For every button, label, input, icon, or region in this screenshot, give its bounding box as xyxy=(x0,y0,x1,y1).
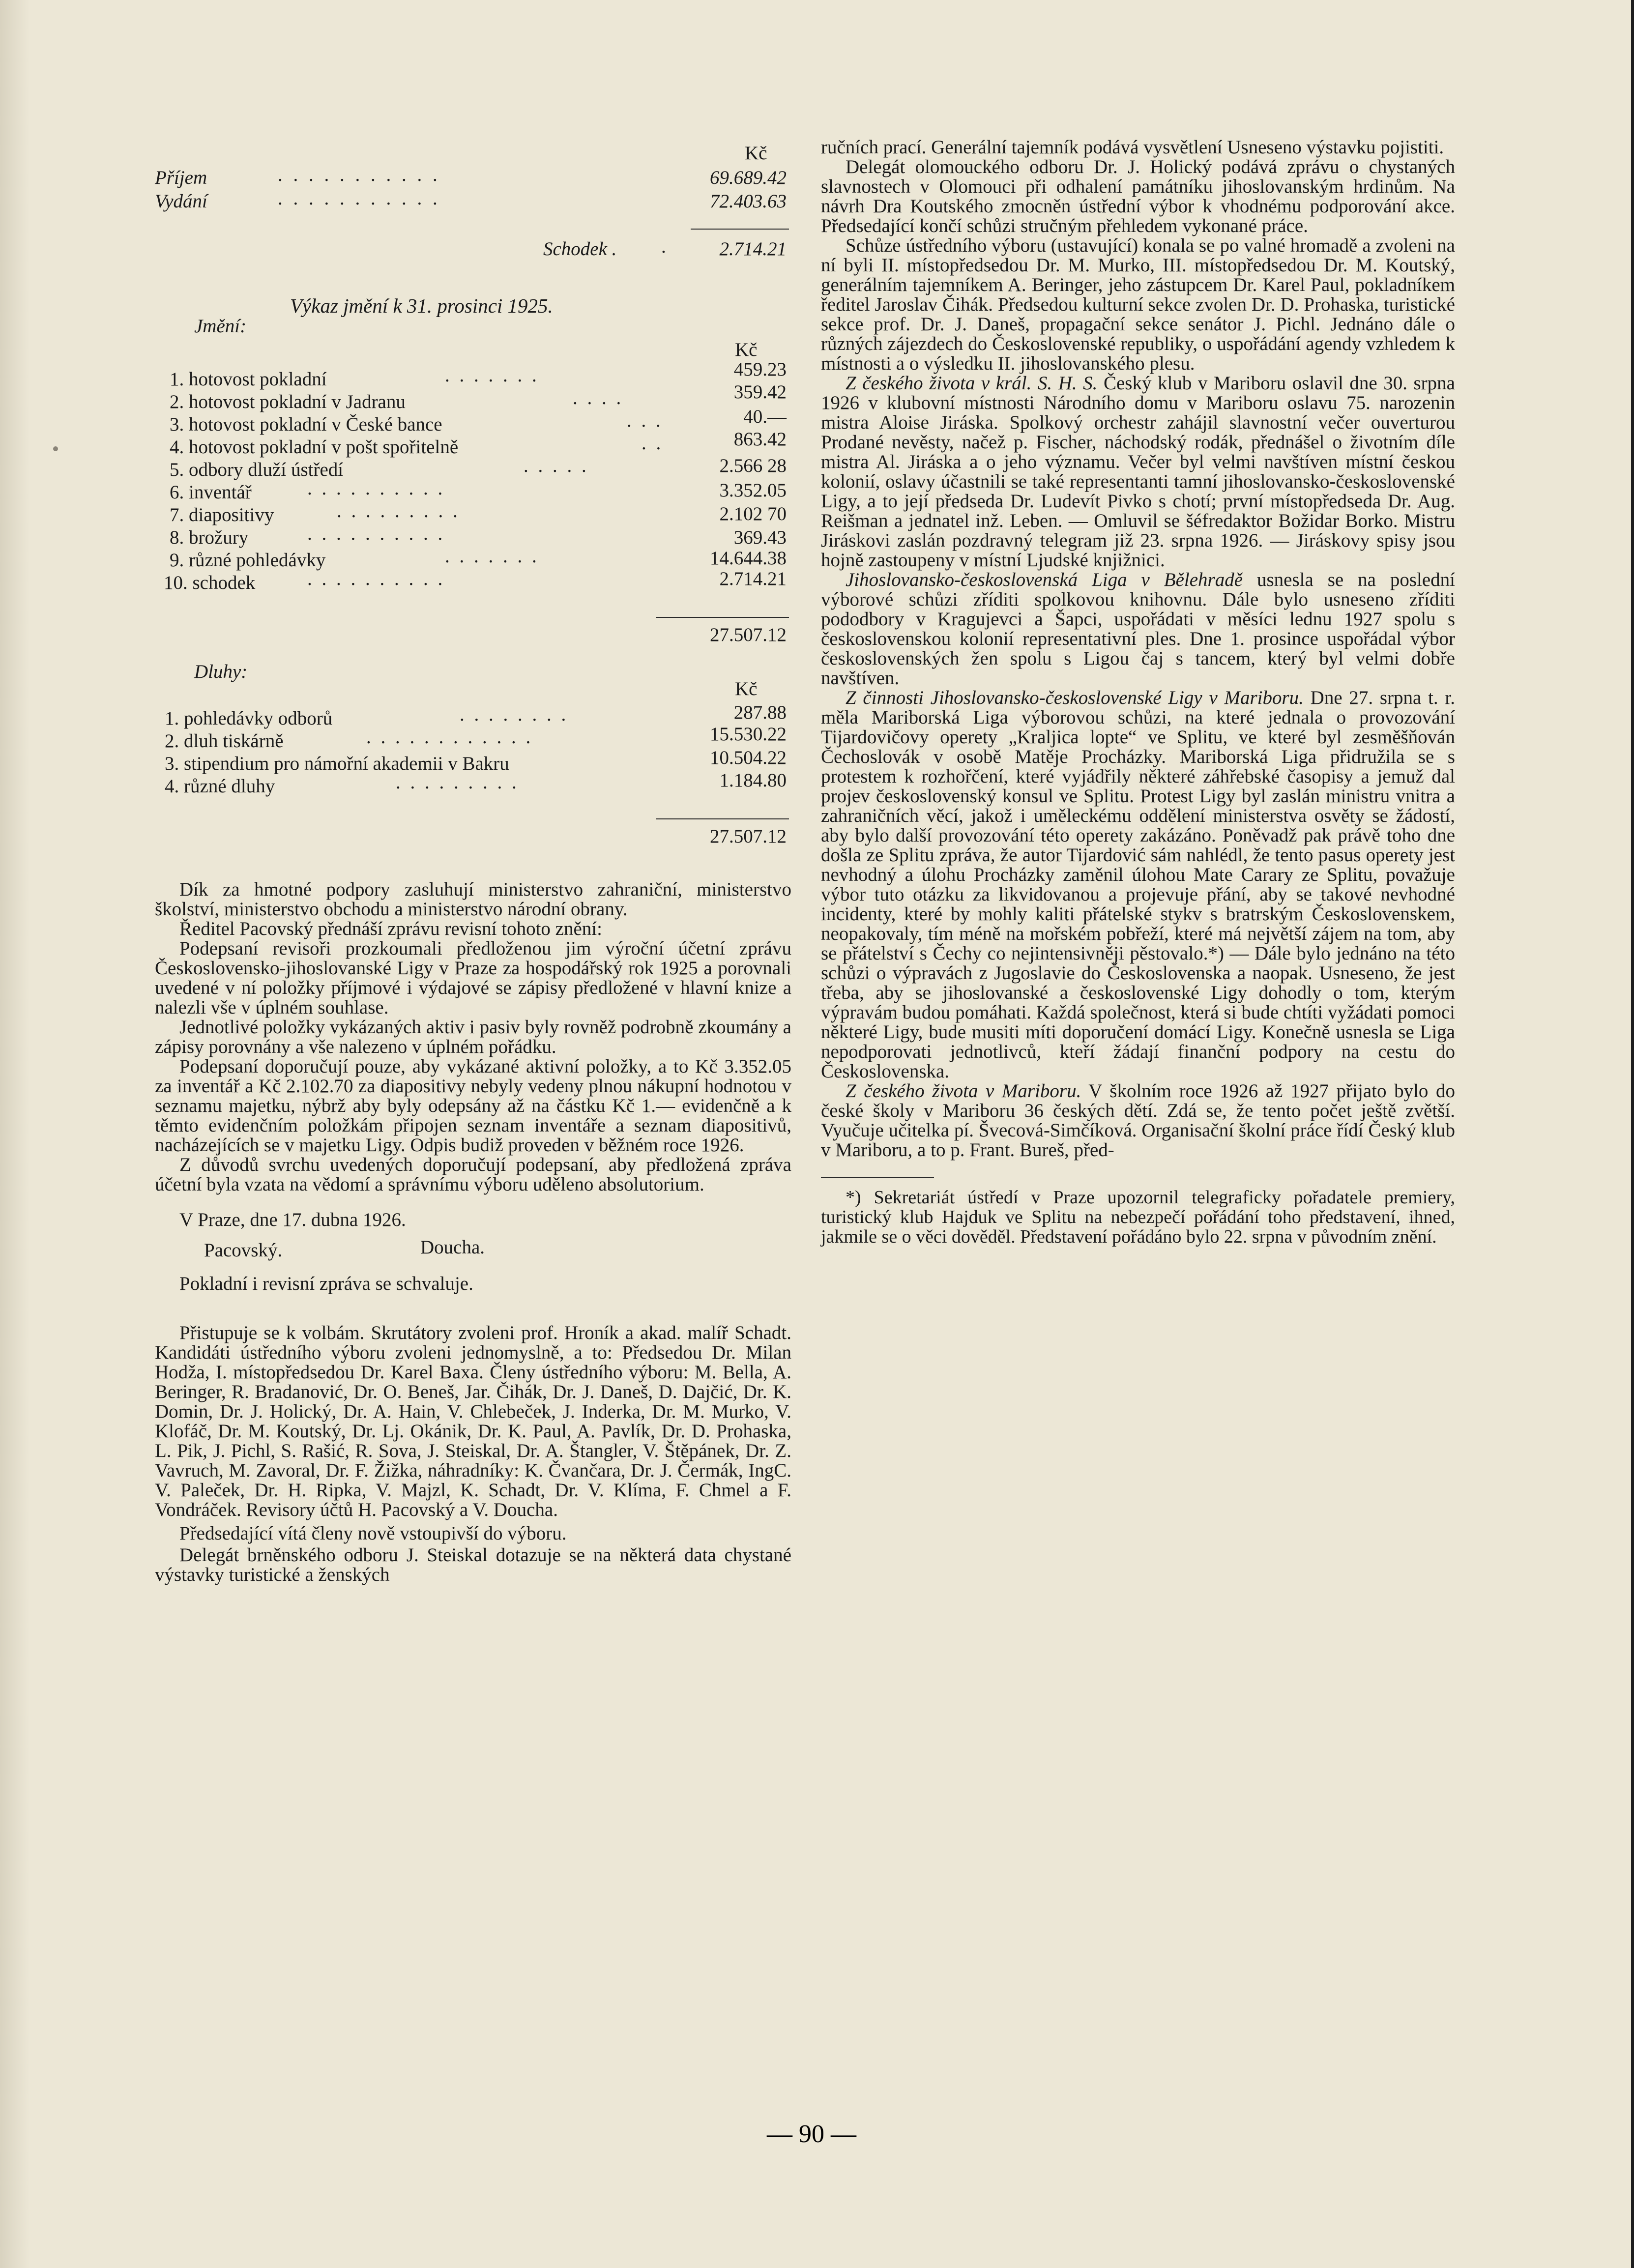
page-gutter-shadow xyxy=(0,0,29,2268)
list-amount: 2.566 28 xyxy=(719,455,787,476)
body-maribor-liga: Dne 27. srpna t. r. měla Mariborská Liga výborovou schůzi, na které jednala o provozování Tijardovičovy operety „Kraljica lopte“ ve Splitu, ve které byl zesměšňován Čechoslovák v osobě Matěje Procházky. Mariborská Liga přidružila se s protestem k rozhořčení, které vyjádřily některé záhřebské časopisy a jemuž dal projev československý konsul ve Splitu. Protest Ligy byl zaslán ministru vnitra a zahraničních věcí, jakož i uměleckému oddělení ministerstva osvěty se žádostí, aby bylo další provozování této operety zakázáno. Poněvadž pak právě toho dne došla ze Splitu zpráva, že autor Tijardović sám nahlédl, že tento pasus operety jest nevhodný a úlohu Procházky zaměnil úlohou Mate Carary ze Splitu, považuje výbor tuto otázku za likvidovanou a projevuje přání, aby se takové nevhodné incidenty, které by mohly kaliti přátelské stykv s bratrským Československem, neopakovaly, tím méně na mořském pobřeží, které má největší zájem na tom, aby se přátelství s Čechy co nejintensivněji pěstovalo.*) — Dále bylo jednáno na této schůzi o výpravách z Jugoslavie do Československa a naopak. Usneseno, že jest třeba, aby se jihoslovanské a československé Ligy dohodly o tom, kterým výpravám budou pomáhati. Každá společnost, která si bude chtíti vyžádati pomoci některé Ligy, bude musiti míti doporučení domácí Ligy. Konečně usnesla se Liga nepodporovati jednotlivců, kteří žádají finanční podpory na cestu do Československa. xyxy=(821,687,1455,1082)
signature-doucha: Doucha. xyxy=(420,1237,485,1258)
divider xyxy=(656,617,789,618)
list-item: 6. inventář xyxy=(170,482,252,503)
paragraph-committee: Schůze ústředního výboru (ustavující) konala se po valné hromadě a zvoleni na ní byli II. místopředsedou Dr. M. Murko, III. místopředsedou Dr. M. Koutský, generálním tajemníkem A. Beringer, jeho zástupcem Dr. Karel Paul, pokladníkem ředitel Jaroslav Čihák. Předsedou kulturní sekce zvolen Dr. D. Prohaska, turistické sekce prof. Dr. J. Daneš, propagační sekce senátor J. Pichl. Jednáno dále o různých zájezdech do Československé republiky, o uspořádání agendy vzhledem k místnosti a o výsledku II. jihoslovanského plesu. xyxy=(821,235,1455,374)
leader-dots: . . . . . . . . . xyxy=(396,772,519,793)
heading-maribor-school: Z českého života v Mariboru. xyxy=(846,1080,1081,1102)
paragraph-audit-4: Z důvodů svrchu uvedených doporučují podepsaní, aby předložená zpráva účetní byla vzata na vědomí a správnímu výboru uděleno absolutorium. xyxy=(155,1154,791,1195)
body-belgrade-liga: usnesla se na poslední výborové schůzi zříditi spolkovou knihovnu. Dále bylo usneseno zříditi pododbory v Kragujevci a Šapci, uspořádati v měsíci lednu 1927 spolu s československou kolonií representativní ples. Dne 1. prosince uspořádal výbor československých žen spolu s Ligou čaj s tancem, který byl velmi dobře navštíven. xyxy=(821,569,1455,689)
debts-heading: Dluhy: xyxy=(194,661,248,682)
list-amount: 287.88 xyxy=(733,702,787,723)
leader-dots: . . . . . . . . . . . . xyxy=(366,727,533,748)
list-item: 1. hotovost pokladní xyxy=(170,369,327,390)
paragraph-czech-life-shs xyxy=(821,374,1455,570)
paragraph-maribor-school xyxy=(821,1081,1455,1160)
footnote: *) Sekretariát ústředí v Praze upozornil telegraficky pořadatele premiery, turistický klub Hajduk ve Splitu na nebezpečí pořádání toho představení, ihned, jakmile se o věci dověděl. Představení pořádáno bylo 22. srpna v původním znění. xyxy=(821,1187,1455,1247)
list-amount: 369.43 xyxy=(733,527,787,548)
list-amount: 1.184.80 xyxy=(719,770,787,791)
paragraph-continuation: ručních prací. Generální tajemník podává vysvětlení Usneseno výstavku pojistiti. xyxy=(821,137,1444,158)
receipts-dots: . . . . . . . . . . . xyxy=(278,164,440,185)
list-item: 2. hotovost pokladní v Jadranu xyxy=(170,391,406,412)
leader-dots: . . . . . . . xyxy=(445,546,539,567)
heading-maribor-liga: Z činnosti Jihoslovansko-československé Ligy v Mariboru. xyxy=(846,687,1304,708)
approval-line: Pokladní i revisní zpráva se schvaluje. xyxy=(179,1273,473,1294)
paragraph-delegate-brno: Delegát brněnského odboru J. Steiskal dotazuje se na některá data chystané výstavky turistické a ženských xyxy=(155,1544,791,1585)
leader-dots: . . . xyxy=(627,410,663,431)
body-czech-life-shs: Český klub v Mariboru oslavil dne 30. srpna 1926 v klubovní místnosti Národního domu v Mariboru oslavu 75. narozenin mistra Aloise Jiráska. Spolkový orchestr zahájil slavnostní večer ouverturou Prodané nevěsty, načež p. Fischer, náchodský rodák, přednášel o životním díle mistra Al. Jiráska a o jeho významu. Večer byl velmi navštíven místní českou kolonií, oslavy účastnili se také representanti tamní jihoslovansko-československé Ligy, a to její předseda Dr. Ludevít Pivko s chotí; první místopředseda Dr. Aug. Reišman a jednatel inž. Leben. — Omluvil se šéfredaktor Božidar Borko. Mistru Jiráskovi zaslán pozdravný telegram již 23. srpna 1926. — Jiráskovy spisy jsou hojně zastoupeny v místní Ljudské knjižnici. xyxy=(821,373,1455,571)
left-prose xyxy=(155,880,791,1585)
list-item: 8. brožury xyxy=(170,527,249,548)
debts-list xyxy=(165,702,791,806)
leader-dots: . . . . . . . . . xyxy=(337,500,460,522)
list-item: 3. stipendium pro námořní akademii v Bakru xyxy=(165,753,509,774)
expenses-amount: 72.403.63 xyxy=(710,191,787,212)
paragraph-audit-3: Podepsaní doporučují pouze, aby vykázané aktivní položky, a to Kč 3.352.05 za inventář a Kč 2.102.70 za diapositivy nebyly vedeny plnou nákupní hodnotou v seznamu majetku, nýbrž aby byly odepsány až na částku Kč 1.— evidenčně a k těmto evidenčním položkám připojen seznam inventáře a seznam diapositivů, nacházejících se v majetku Ligy. Odpis budiž proveden v běžném roce 1926. xyxy=(155,1056,791,1156)
footnote-divider xyxy=(821,1177,934,1178)
paragraph-welcome: Předsedající vítá členy nově vstoupivší do výboru. xyxy=(179,1523,567,1544)
list-amount: 15.530.22 xyxy=(710,724,787,745)
list-item: 9. různé pohledávky xyxy=(170,550,326,571)
paragraph-audit-2: Jednotlivé položky vykázaných aktiv i pasiv byly rovněž podrobně zkoumány a zápisy porovnány a vše nalezeno v úplném pořádku. xyxy=(155,1017,791,1057)
leader-dots: . . . . . . . . . . xyxy=(307,523,445,544)
receipts-amount: 69.689.42 xyxy=(710,167,787,188)
signature-pacovsky: Pacovský. xyxy=(204,1240,283,1261)
list-item: 7. diapositivy xyxy=(170,504,274,525)
list-item: 5. odbory dluží ústředí xyxy=(170,459,344,480)
paragraph-maribor-liga xyxy=(821,688,1455,1081)
right-column xyxy=(821,138,1455,1247)
list-amount: 3.352.05 xyxy=(719,480,787,501)
assets-total: 27.507.12 xyxy=(710,624,787,645)
list-amount: 863.42 xyxy=(733,429,787,450)
expenses-label: Vydání xyxy=(155,191,207,212)
divider xyxy=(656,818,789,819)
date-line: V Praze, dne 17. dubna 1926. xyxy=(179,1209,406,1230)
list-amount: 359.42 xyxy=(733,381,787,403)
paragraph-election: Přistupuje se k volbám. Skrutátory zvoleni prof. Hroník a akad. malíř Schadt. Kandidáti ústředního výboru zvoleni jednomyslně, a to: Předsedou Dr. Milan Hodža, I. místopředsedou Dr. Karel Baxa. Členy ústředního výboru: M. Bella, A. Beringer, R. Bradanović, Dr. O. Beneš, Jar. Čihák, Dr. J. Daneš, D. Dajčić, Dr. K. Domin, Dr. J. Holický, Dr. A. Hain, V. Chlebeček, J. Inderka, Dr. M. Murko, V. Klofáč, Dr. M. Koutský, Dr. Lj. Okánik, Dr. K. Paul, A. Pavlík, Dr. D. Prohaska, L. Pik, J. Pichl, S. Rašić, R. Sova, J. Steiskal, Dr. A. Štangler, V. Štěpánek, Dr. Z. Vavruch, M. Zavoral, Dr. F. Žižka, náhradníky: K. Čvančara, Dr. J. Čermák, IngC. V. Paleček, Dr. H. Ripka, V. Majzl, K. Schadt, Dr. V. Klíma, F. Chmel a F. Vondráček. Revisory účtů H. Pacovský a V. Doucha. xyxy=(155,1322,791,1520)
leader-dots: . . . . xyxy=(573,387,624,408)
list-amount: 10.504.22 xyxy=(710,747,787,768)
list-item: 4. hotovost pokladní v pošt spořitelně xyxy=(170,436,459,458)
assets-currency: Kč xyxy=(735,339,758,360)
list-amount: 40.— xyxy=(743,406,787,427)
body-maribor-school: V školním roce 1926 až 1927 přijato bylo do české školy v Mariboru 36 českých dětí. Zdá se, že tento počet ještě zvětší. Vyučuje učitelka pí. Švecová-Simčíková. Organisační školní práce řídí Český klub v Mariboru, a to p. Frant. Bureš, před- xyxy=(821,1080,1455,1161)
deficit-dots: . xyxy=(661,236,666,257)
leader-dots: . . . . . . . . xyxy=(460,704,569,725)
leader-dots: . . . . . . . xyxy=(445,365,539,386)
list-item: 1. pohledávky odborů xyxy=(165,708,333,729)
deficit-label: Schodek . xyxy=(543,238,617,260)
leader-dots: . . xyxy=(642,433,664,454)
paragraph-thanks: Dík za hmotné podpory zasluhují ministerstvo zahraniční, ministerstvo školství, ministerstvo obchodu a ministerstvo národní obrany. xyxy=(155,879,791,920)
scan-edge xyxy=(1631,0,1634,2268)
paragraph-audit-1: Podepsaní revisoři prozkoumali předloženou jim výroční účetní zprávu Československo-jihoslovanské Ligy v Praze za hospodářský rok 1925 a porovnali uvedené v ní položky příjmové i výdajové se zápisy předložené v hlavní knize a nalezli vše v úplném souhlase. xyxy=(155,938,791,1018)
list-amount: 2.714.21 xyxy=(719,568,787,589)
paragraph-belgrade-liga xyxy=(821,570,1455,688)
list-amount: 459.23 xyxy=(733,359,787,380)
debts-total: 27.507.12 xyxy=(710,826,787,847)
list-item: 10. schodek xyxy=(164,572,256,593)
list-item: 4. různé dluhy xyxy=(165,776,275,797)
divider xyxy=(691,229,789,230)
heading-czech-life-shs: Z českého života v král. S. H. S. xyxy=(846,373,1098,394)
currency-label: Kč xyxy=(745,143,767,164)
list-amount: 14.644.38 xyxy=(710,548,787,569)
assets-list xyxy=(164,359,791,595)
heading-belgrade-liga: Jihoslovansko-československá Liga v Bělehradě xyxy=(846,569,1243,590)
list-item: 2. dluh tiskárně xyxy=(165,730,284,752)
page-number: — 90 — xyxy=(767,2120,856,2148)
deficit-amount: 2.714.21 xyxy=(719,238,787,260)
paragraph-report-intro: Ředitel Pacovský přednáší zprávu revisní tohoto znění: xyxy=(179,918,602,939)
list-item: 3. hotovost pokladní v České bance xyxy=(170,414,442,435)
leader-dots: . . . . . . . . . . xyxy=(307,478,445,499)
assets-heading: Jmění: xyxy=(194,316,247,337)
statement-title: Výkaz jmění k 31. prosinci 1925. xyxy=(290,294,553,317)
paragraph-olomouc: Delegát olomouckého odboru Dr. J. Holický podává zprávu o chystaných slavnostech v Olomouci při odhalení památníku jihoslovanským hrdinům. Na návrh Dra Koutského zmocněn ústřední výbor k vhodnému podporování akce. Předsedající končí schůzi stručným přehledem vykonané práce. xyxy=(821,156,1455,236)
margin-dot xyxy=(53,446,58,451)
leader-dots: . . . . . xyxy=(524,455,589,476)
expenses-dots: . . . . . . . . . . . xyxy=(278,188,440,209)
receipts-label: Příjem xyxy=(155,167,207,188)
list-amount: 2.102 70 xyxy=(719,503,787,524)
leader-dots: . . . . . . . . . . xyxy=(307,568,445,589)
debts-currency: Kč xyxy=(735,678,758,699)
